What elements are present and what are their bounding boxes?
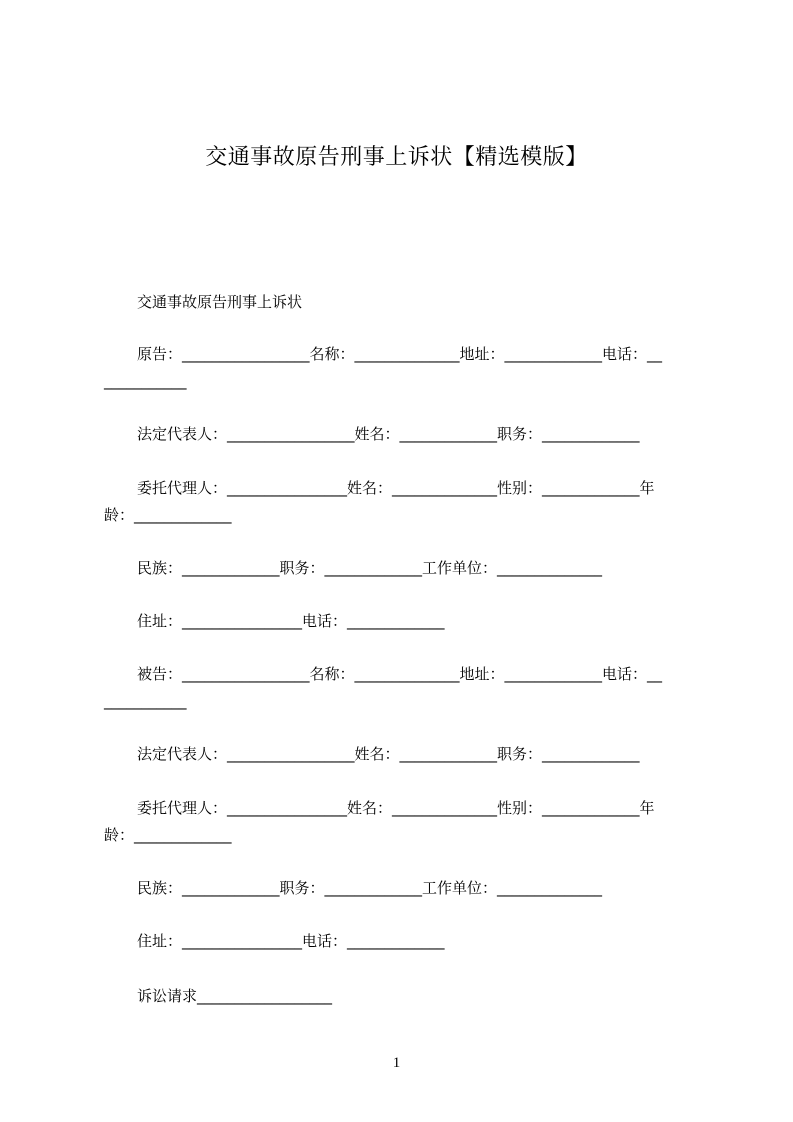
defendant-address-line: 住址：________________电话：_____________	[137, 932, 445, 950]
defendant-agent-line-cont: 龄：_____________	[104, 826, 232, 844]
plaintiff-legal-rep-line: 法定代表人：_________________姓名：_____________职务：_____________	[137, 425, 640, 443]
document-heading: 交通事故原告刑事上诉状	[137, 293, 303, 311]
plaintiff-agent-line: 委托代理人：________________姓名：______________性别：_____________年	[137, 479, 655, 497]
claims-line: 诉讼请求__________________	[137, 987, 333, 1005]
plaintiff-address-line: 住址：________________电话：_____________	[137, 612, 445, 630]
plaintiff-line: 原告：_________________名称：______________地址：_____________电话：__	[137, 345, 663, 363]
plaintiff-agent-line-cont: 龄：_____________	[104, 506, 232, 524]
defendant-ethnic-line: 民族：_____________职务：_____________工作单位：______________	[137, 879, 603, 897]
plaintiff-ethnic-line: 民族：_____________职务：_____________工作单位：______________	[137, 559, 603, 577]
defendant-line-cont: ___________	[104, 692, 187, 710]
defendant-line: 被告：_________________名称：______________地址：_____________电话：__	[137, 665, 663, 683]
document-title: 交通事故原告刑事上诉状【精选模版】	[205, 145, 588, 170]
plaintiff-line-cont: ___________	[104, 372, 187, 390]
page-number: 1	[392, 1055, 401, 1071]
defendant-agent-line: 委托代理人：________________姓名：______________性别：_____________年	[137, 799, 655, 817]
defendant-legal-rep-line: 法定代表人：_________________姓名：_____________职务：_____________	[137, 745, 640, 763]
